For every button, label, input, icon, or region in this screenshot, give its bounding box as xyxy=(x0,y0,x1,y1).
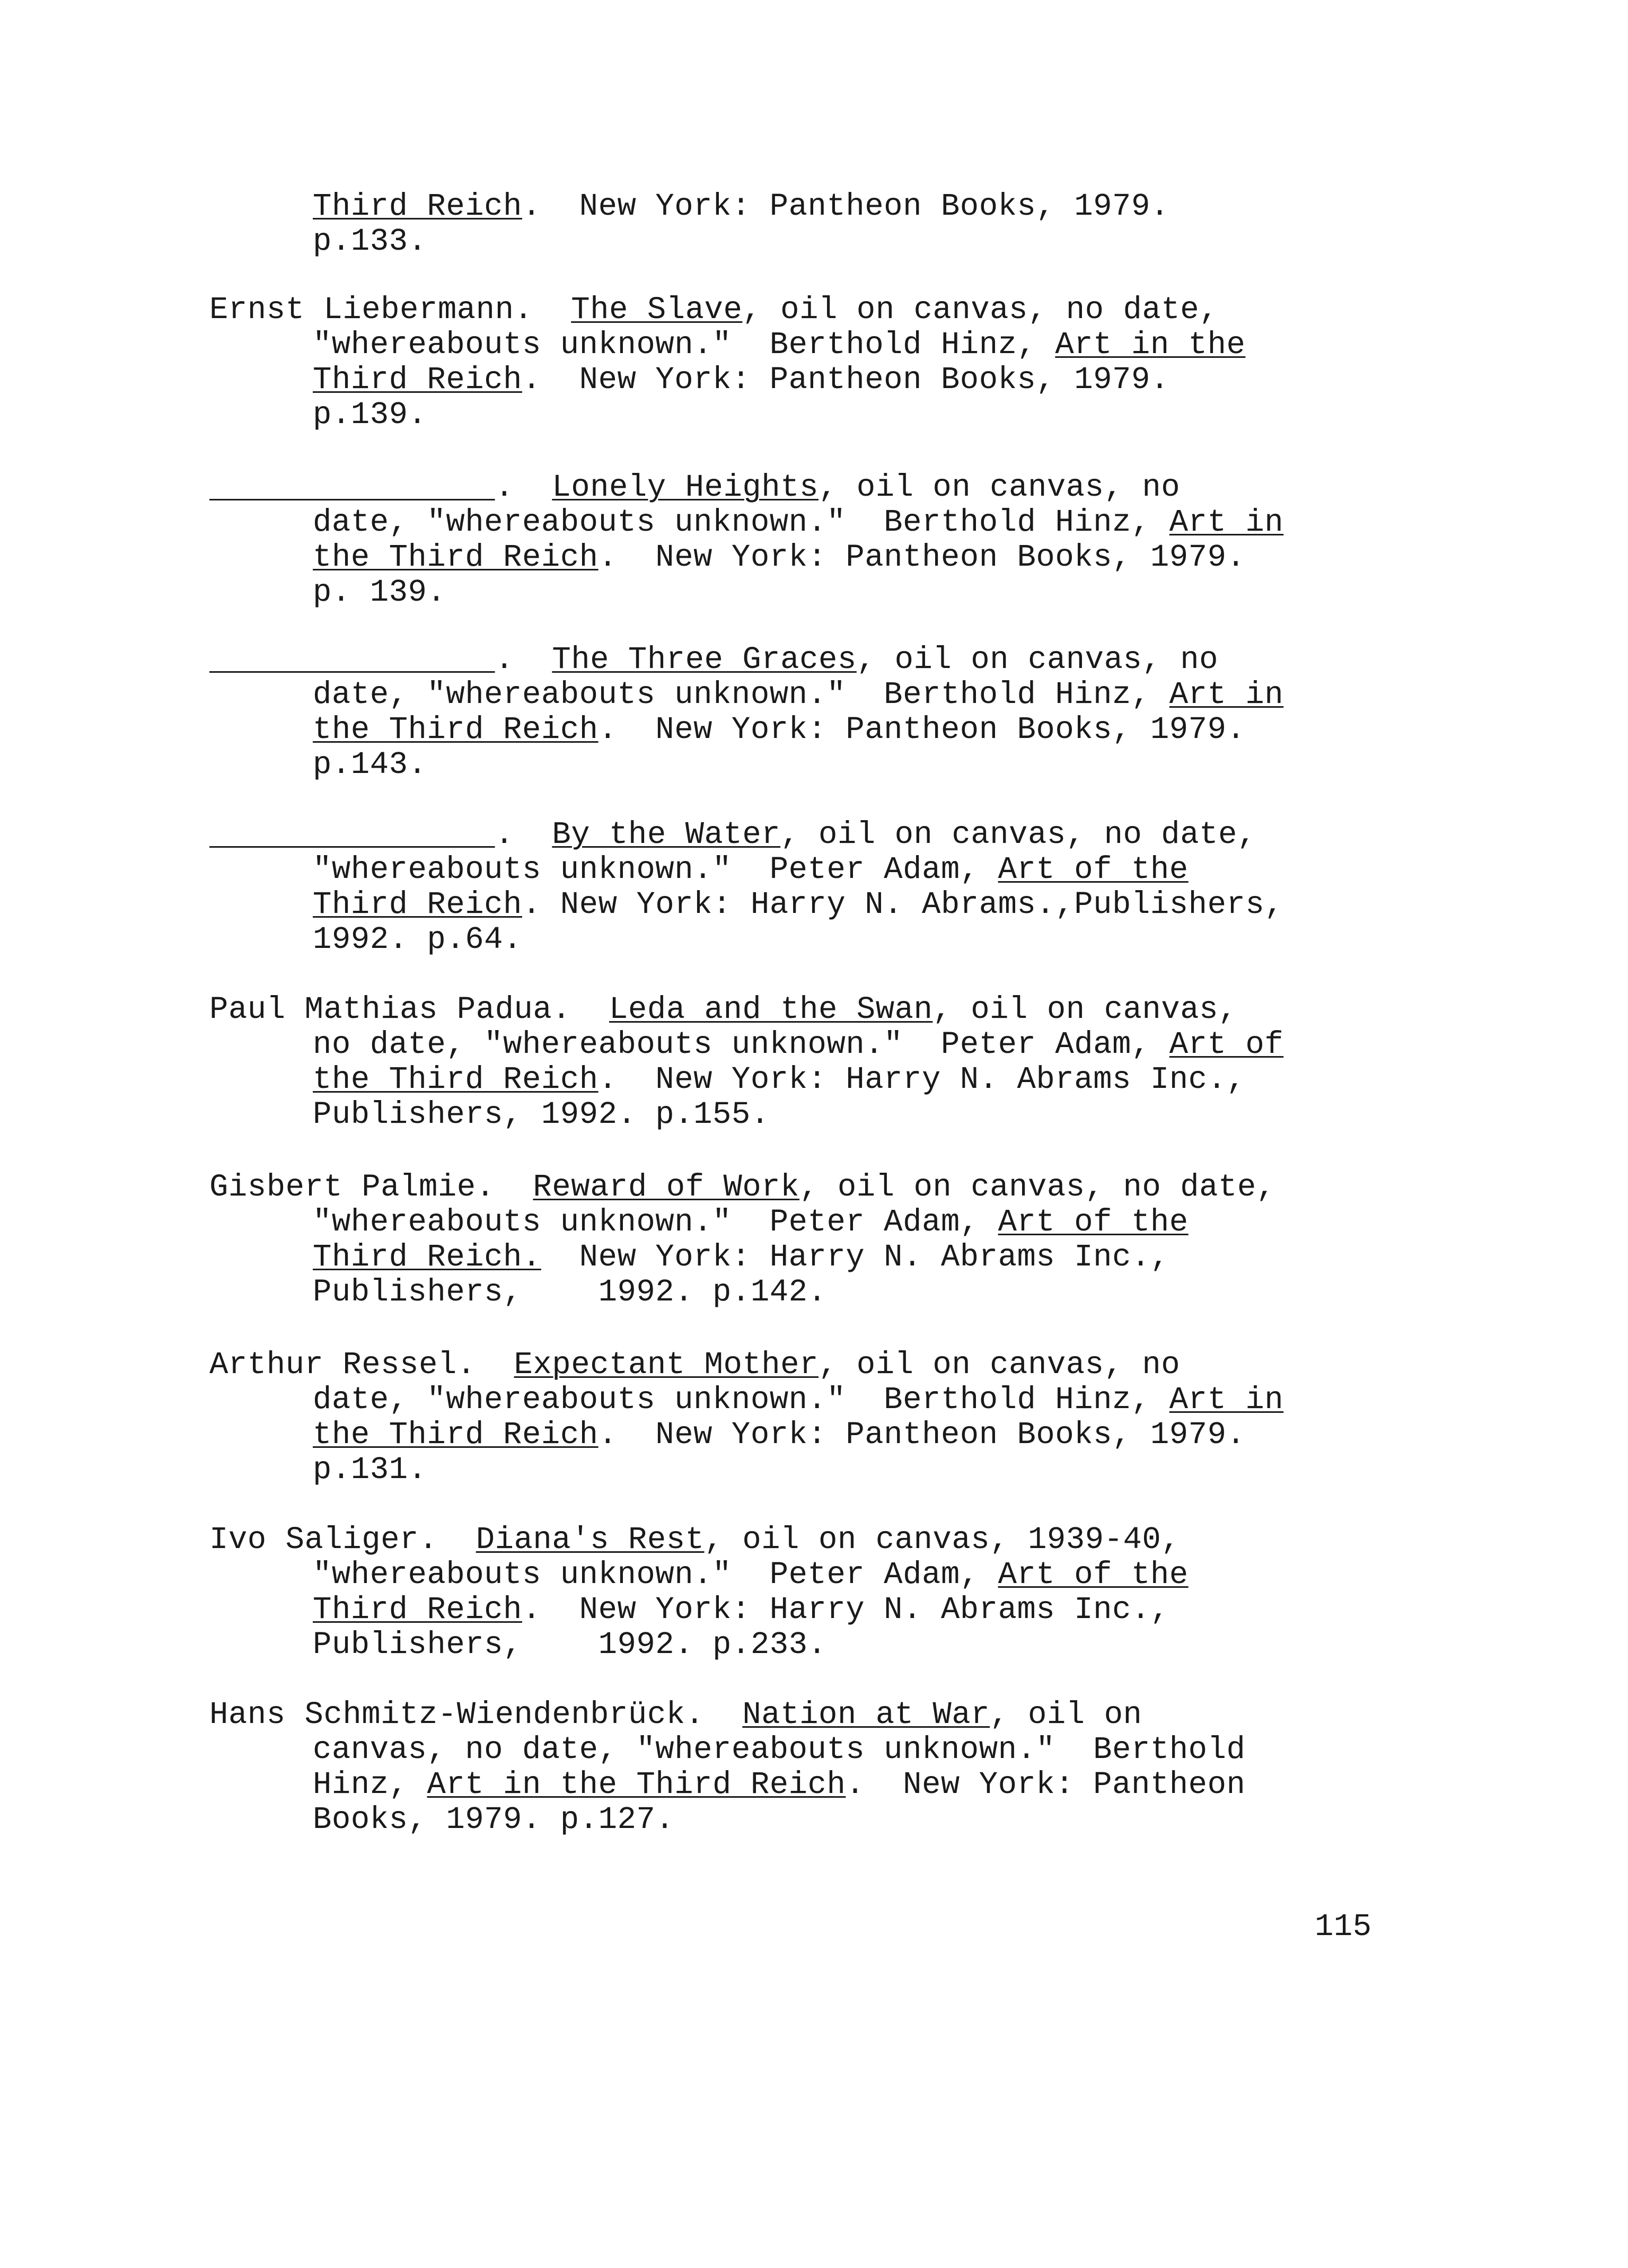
entry-text: Ernst Liebermann. xyxy=(209,292,571,328)
entry-text: Paul Mathias Padua. xyxy=(209,992,610,1027)
entry-line xyxy=(313,1274,827,1310)
entry-text: Hans Schmitz-Wiendenbrück. xyxy=(209,1697,743,1733)
entry-text: p.133. xyxy=(313,224,427,259)
underlined-title: Reward of Work xyxy=(533,1170,800,1205)
entry-text: , oil on canvas, no date, xyxy=(742,292,1219,328)
underlined-title: Art of the xyxy=(998,852,1189,887)
entry-line xyxy=(313,577,446,608)
underlined-title: the Third Reich xyxy=(313,540,599,575)
underlined-title: Art of xyxy=(1169,1027,1284,1062)
underlined-title: Art in xyxy=(1169,677,1284,713)
entry-line xyxy=(313,1207,1189,1238)
entry-text: p.131. xyxy=(313,1452,427,1488)
underlined-title: Diana's Rest xyxy=(476,1522,705,1558)
entry-line xyxy=(313,747,427,783)
entry-text: , oil on canvas, no xyxy=(819,1347,1181,1383)
entry-line xyxy=(313,329,1245,361)
entry-text: p. 139. xyxy=(313,575,446,610)
entry-text: New York: Harry N. Abrams Inc., xyxy=(541,1240,1169,1275)
entry-line xyxy=(209,1697,1142,1733)
underlined-title xyxy=(209,470,495,505)
underlined-title: Third Reich xyxy=(313,887,522,922)
entry-text: . New York: Harry N. Abrams Inc., xyxy=(598,1062,1246,1097)
underlined-title: Lonely Heights xyxy=(552,470,819,505)
entry-text: Publishers, 1992. p.142. xyxy=(313,1274,827,1310)
entry-line xyxy=(313,1767,1246,1803)
entry-line xyxy=(313,397,427,433)
entry-line xyxy=(209,1172,1275,1203)
underlined-title: Art of the xyxy=(998,1557,1189,1593)
underlined-title: Third Reich. xyxy=(313,1240,541,1275)
underlined-title: Art in xyxy=(1169,1382,1284,1418)
entry-line xyxy=(313,1627,827,1663)
entry-text: Ivo Saliger. xyxy=(209,1522,476,1558)
underlined-title: By the Water xyxy=(552,817,781,852)
entry-line xyxy=(313,1732,1246,1768)
underlined-title: The Three Graces xyxy=(552,642,857,678)
entry-line xyxy=(313,1064,1245,1095)
entry-text: 1992. p.64. xyxy=(313,922,522,957)
entry-text: , oil on canvas, no xyxy=(856,642,1219,678)
entry-text: Hinz, xyxy=(313,1767,427,1803)
entry-text: Gisbert Palmie. xyxy=(209,1170,533,1205)
entry-text: "whereabouts unknown." Berthold Hinz, xyxy=(313,327,1055,363)
entry-line xyxy=(313,1419,1245,1451)
underlined-title xyxy=(209,642,495,678)
entry-text: . New York: Harry N. Abrams.,Publishers, xyxy=(522,887,1284,922)
entry-text: . New York: Pantheon Books, 1979. xyxy=(598,712,1246,748)
entry-text: . xyxy=(495,470,552,505)
page-number: 115 xyxy=(1315,1909,1372,1945)
entry-text: , oil on canvas, no date, xyxy=(799,1170,1275,1205)
entry-text: p.143. xyxy=(313,747,427,783)
entry-text: , oil on canvas, no xyxy=(819,470,1181,505)
entry-text: , oil on xyxy=(990,1697,1142,1733)
entry-line xyxy=(313,1384,1283,1416)
entry-line xyxy=(313,1242,1169,1273)
entry-text: p.139. xyxy=(313,397,427,433)
entry-line xyxy=(313,1592,1169,1628)
entry-text: "whereabouts unknown." Peter Adam, xyxy=(313,852,998,887)
underlined-title xyxy=(209,817,495,852)
entry-line xyxy=(313,362,1169,398)
entry-line xyxy=(209,994,1237,1025)
entry-line xyxy=(313,854,1189,885)
entry-line xyxy=(209,1522,1181,1558)
entry-line xyxy=(209,819,1256,850)
underlined-title: Third Reich xyxy=(313,1592,522,1628)
entry-line xyxy=(313,542,1245,573)
entry-text: . New York: Pantheon Books, 1979. xyxy=(522,189,1169,224)
entry-line xyxy=(209,1349,1180,1381)
underlined-title: Nation at War xyxy=(742,1697,990,1733)
entry-line xyxy=(313,889,1283,920)
entry-line xyxy=(313,712,1246,748)
underlined-title: Art in the Third Reich xyxy=(427,1767,846,1803)
entry-text: Publishers, 1992. p.155. xyxy=(313,1097,770,1132)
entry-text: , oil on canvas, no date, xyxy=(780,817,1256,852)
entry-text: . xyxy=(495,642,552,678)
entry-line xyxy=(313,1557,1189,1593)
entry-text: , oil on canvas, xyxy=(932,992,1237,1027)
entry-text: "whereabouts unknown." Peter Adam, xyxy=(313,1205,998,1240)
underlined-title: Third Reich xyxy=(313,189,522,224)
entry-line xyxy=(313,677,1284,713)
underlined-title: Art in xyxy=(1169,505,1284,540)
entry-text: Publishers, 1992. p.233. xyxy=(313,1627,827,1663)
entry-text: . New York: Pantheon Books, 1979. xyxy=(598,1417,1246,1453)
entry-line xyxy=(313,1099,770,1130)
entry-line xyxy=(209,472,1180,503)
entry-text: . New York: Pantheon xyxy=(846,1767,1246,1803)
underlined-title: Art in the xyxy=(1055,327,1246,363)
entry-text: canvas, no date, "whereabouts unknown." Berthold xyxy=(313,1732,1246,1768)
underlined-title: Leda and the Swan xyxy=(609,992,933,1027)
entry-text: date, "whereabouts unknown." Berthold Hinz, xyxy=(313,505,1169,540)
entry-line xyxy=(313,507,1283,538)
entry-line xyxy=(313,1452,427,1488)
entry-text: "whereabouts unknown." Peter Adam, xyxy=(313,1557,998,1593)
entry-line xyxy=(313,191,1169,222)
entry-line xyxy=(209,642,1219,678)
entry-line xyxy=(209,294,1218,326)
underlined-title: Expectant Mother xyxy=(514,1347,819,1383)
underlined-title: the Third Reich xyxy=(313,1062,599,1097)
entry-line xyxy=(313,1029,1283,1060)
entry-line xyxy=(313,226,427,257)
underlined-title: the Third Reich xyxy=(313,712,599,748)
underlined-title: Third Reich xyxy=(313,362,522,398)
entry-text: , oil on canvas, 1939-40, xyxy=(704,1522,1181,1558)
entry-text: Arthur Ressel. xyxy=(209,1347,514,1383)
entry-line xyxy=(313,924,522,955)
entry-text: . New York: Pantheon Books, 1979. xyxy=(522,362,1169,398)
entry-text: no date, "whereabouts unknown." Peter Adam, xyxy=(313,1027,1169,1062)
entry-line xyxy=(313,1802,675,1838)
entry-text: . New York: Harry N. Abrams Inc., xyxy=(522,1592,1169,1628)
entry-text: date, "whereabouts unknown." Berthold Hinz, xyxy=(313,677,1169,713)
underlined-title: Art of the xyxy=(998,1205,1189,1240)
entry-text: Books, 1979. p.127. xyxy=(313,1802,675,1838)
entry-text: . New York: Pantheon Books, 1979. xyxy=(598,540,1246,575)
entry-text: date, "whereabouts unknown." Berthold Hinz, xyxy=(313,1382,1169,1418)
entry-text: . xyxy=(495,817,552,852)
underlined-title: the Third Reich xyxy=(313,1417,599,1453)
underlined-title: The Slave xyxy=(571,292,743,328)
